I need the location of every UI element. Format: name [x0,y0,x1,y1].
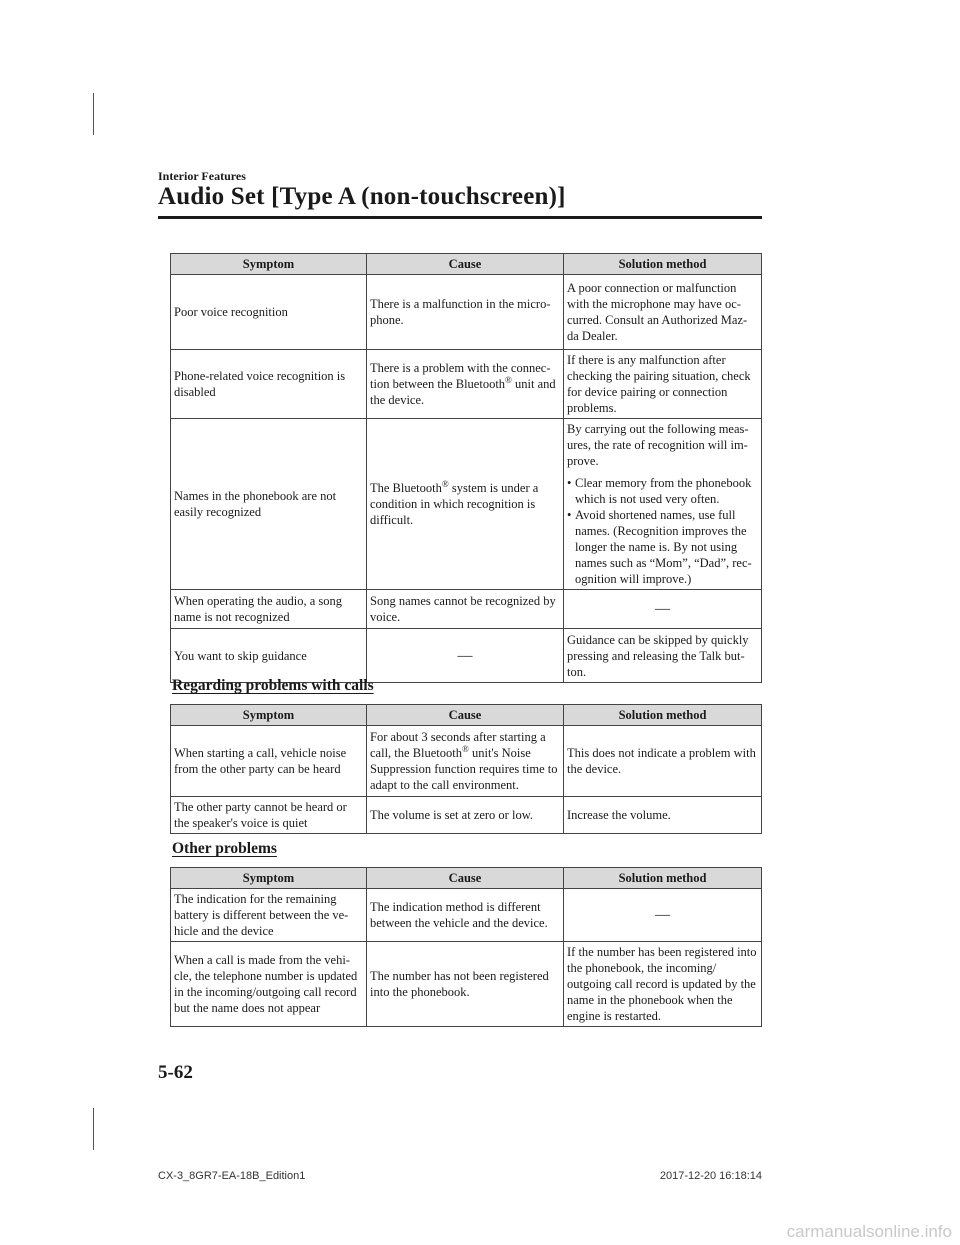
table-row [171,590,762,629]
header-solution: Solution method [564,868,762,889]
bullet-icon: • [567,476,572,490]
cause-cell: Song names cannot be recognized by voice. [367,590,564,629]
cause-text: system is under a condition in which recognition is difficult. [370,481,539,527]
registered-mark: ® [505,374,512,385]
header-cause: Cause [367,705,564,726]
solution-cell: If there is any malfunction after checking the pairing situation, check for device pairing or connection problems. [564,350,762,419]
header-cause: Cause [367,868,564,889]
symptom-cell: Poor voice recognition [171,275,367,350]
header-cause: Cause [367,254,564,275]
cause-text: For about 3 seconds after starting a call, the Bluetooth [370,730,546,760]
symptom-cell: Names in the phonebook are not easily recognized [171,419,367,590]
cause-cell: The indication method is different between the vehicle and the device. [367,889,564,942]
table-header-row [171,868,762,889]
cause-cell: The volume is set at zero or low. [367,797,564,834]
page-title: Audio Set [Type A (non-touchscreen)] [158,183,566,210]
table-header-row [171,705,762,726]
solution-intro: By carrying out the following meas-ures, the rate of recognition will im-prove. [567,422,749,468]
symptom-cell: When a call is made from the vehi-cle, the telephone number is updated in the incoming/outgoing call record but the name does not appear [171,942,367,1027]
solution-cell: Increase the volume. [564,797,762,834]
table-row [171,629,762,683]
cause-text: unit's Noise Suppression function requires time to adapt to the call environment. [370,746,558,792]
solution-dash: — [564,889,762,942]
section-label: Interior Features [158,169,246,183]
symptom-cell: You want to skip guidance [171,629,367,683]
watermark: carmanualsonline.info [786,1222,952,1241]
table-row [171,419,762,590]
cause-text: There is a problem with the connec-tion between the Bluetooth [370,361,551,391]
page-number: 5-62 [158,1062,193,1083]
cause-text: The Bluetooth [370,481,442,495]
cause-dash: — [367,629,564,683]
symptom-cell: When starting a call, vehicle noise from the other party can be heard [171,726,367,797]
table-header-row [171,254,762,275]
list-item [567,507,758,587]
solution-cell: This does not indicate a problem with the device. [564,726,762,797]
crop-mark-bottom [93,1108,94,1150]
header-solution: Solution method [564,254,762,275]
cause-cell: There is a malfunction in the micro-phone. [367,275,564,350]
bullet-text: Clear memory from the phonebook which is not used very often. [575,476,752,506]
table-row [171,350,762,419]
footer-edition: CX-3_8GR7-EA-18B_Edition1 [158,1170,306,1182]
voice-recognition-table [170,253,762,683]
symptom-cell: The indication for the remaining battery is different between the ve-hicle and the device [171,889,367,942]
calls-table [170,704,762,834]
header-solution: Solution method [564,705,762,726]
solution-bullet-list [567,475,758,587]
header-symptom: Symptom [171,868,367,889]
cause-cell [367,726,564,797]
registered-mark: ® [441,478,449,489]
title-rule [158,216,762,219]
cause-cell: The number has not been registered into the phonebook. [367,942,564,1027]
calls-section-heading: Regarding problems with calls [172,677,374,694]
symptom-cell: The other party cannot be heard or the speaker's voice is quiet [171,797,367,834]
solution-cell: If the number has been registered into the phonebook, the incoming/ outgoing call record is updated by the name in the phonebook when the engine is restarted. [564,942,762,1027]
other-problems-table [170,867,762,1027]
header-symptom: Symptom [171,705,367,726]
other-section-heading: Other problems [172,840,277,857]
cause-cell [367,419,564,590]
footer-timestamp: 2017-12-20 16:18:14 [659,1170,762,1182]
table-row [171,275,762,350]
bullet-icon: • [567,508,572,522]
registered-mark: ® [462,743,469,754]
solution-cell: Guidance can be skipped by quickly pressing and releasing the Talk but-ton. [564,629,762,683]
solution-dash: — [564,590,762,629]
table-row [171,797,762,834]
cause-cell [367,350,564,419]
bullet-text: Avoid shortened names, use full names. (Recognition improves the longer the name is. By not using names such as “Mom”, “Dad”, rec-ognition will improve.) [575,508,752,586]
table-row [171,942,762,1027]
table-row [171,889,762,942]
solution-cell [564,419,762,590]
table-row [171,726,762,797]
cause-text: unit and the device. [370,377,556,407]
crop-mark-top [93,93,94,135]
symptom-cell: When operating the audio, a song name is not recognized [171,590,367,629]
header-symptom: Symptom [171,254,367,275]
symptom-cell: Phone-related voice recognition is disabled [171,350,367,419]
list-item [567,475,758,507]
solution-cell: A poor connection or malfunction with the microphone may have oc-curred. Consult an Authorized Maz-da Dealer. [564,275,762,350]
